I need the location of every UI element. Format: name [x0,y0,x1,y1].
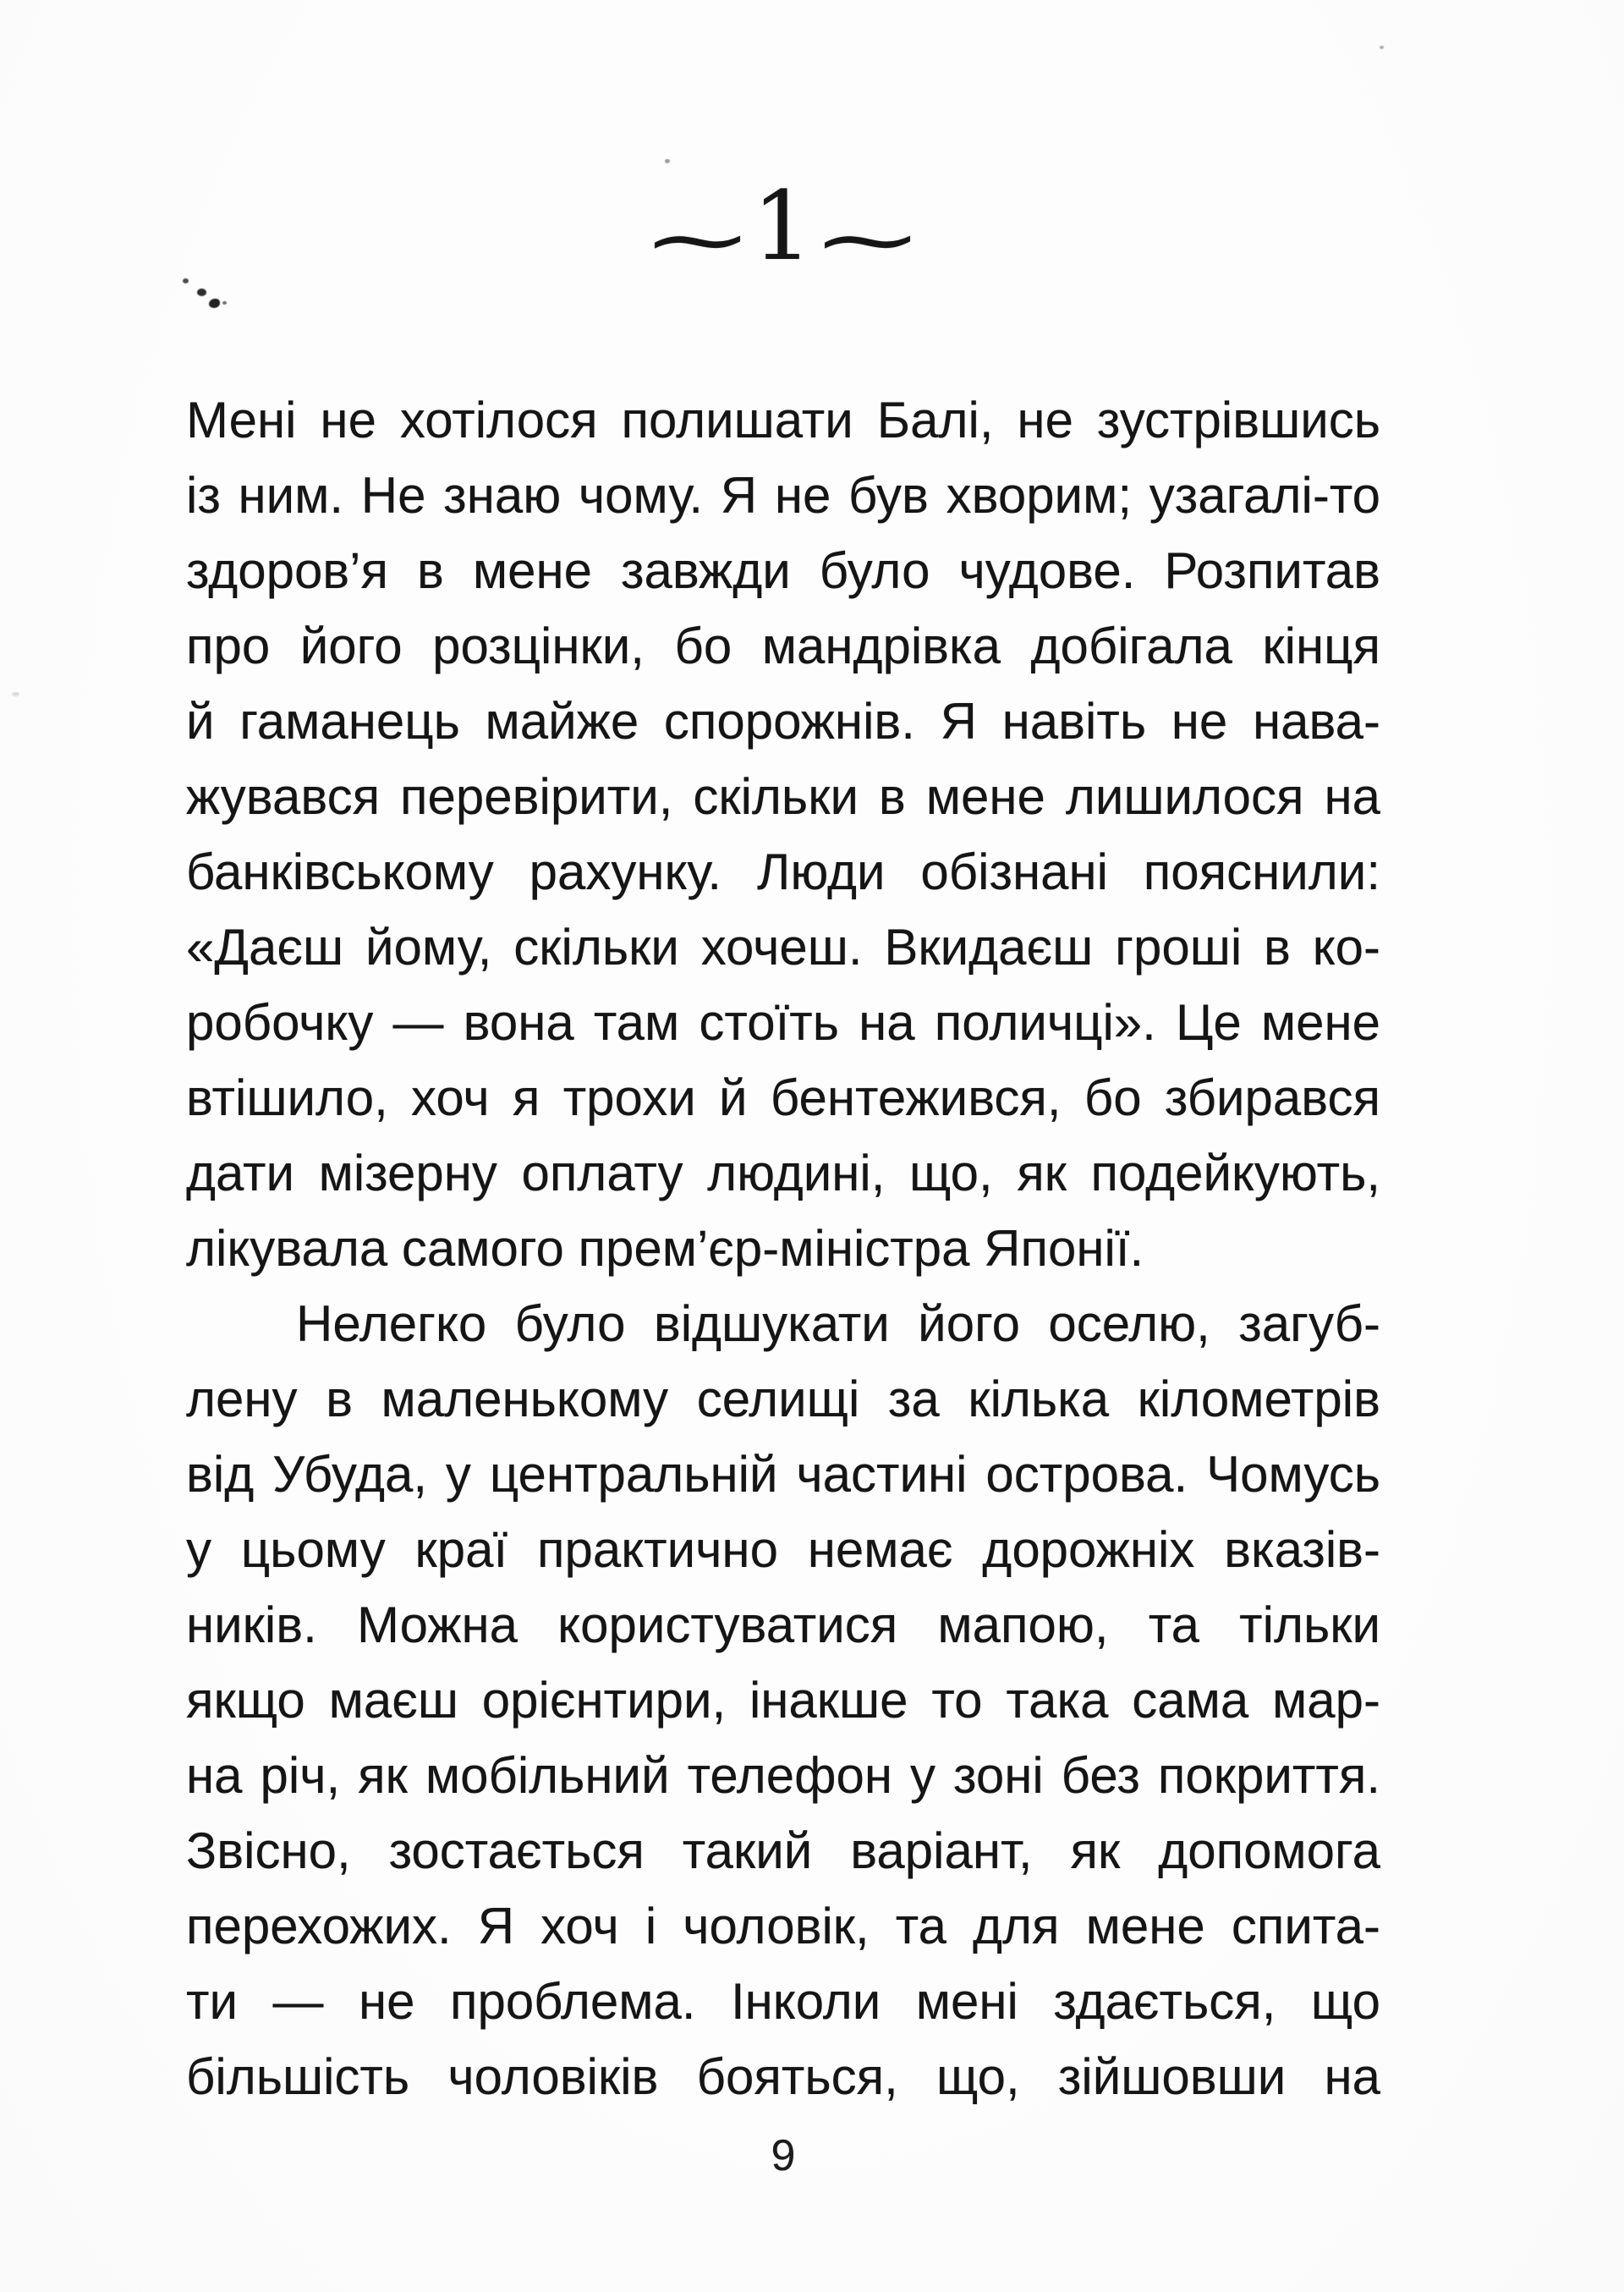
text-line: про його розцінки, бо мандрівка добігала кінця [186,618,1380,674]
chapter-number: 1 [752,172,813,282]
text-line: «Даєш йому, скільки хочеш. Вкидаєш гроші в ко- [186,919,1380,976]
text-line: робочку — вона там стоїть на поличці». Це мене [186,994,1380,1051]
body-text [186,382,1380,2114]
ink-speck [222,301,227,305]
text-line: здоров’я в мене завжди було чудове. Розпитав [186,542,1380,599]
text-line: перехожих. Я хоч і чоловік, та для мене спита- [186,1898,1380,1954]
text-line: Звісно, зостається такий варіант, як допомога [186,1822,1380,1879]
ink-speck [183,278,189,283]
ink-speck [1380,46,1384,49]
text-line: із ним. Не знаю чому. Я не був хворим; узагалі-то [186,467,1380,524]
page-number: 9 [771,2131,796,2180]
text-line: ників. Можна користуватися мапою, та тільки [186,1597,1380,1653]
ink-speck [12,692,19,696]
heading-left-tilde-ornament: ~ [640,195,755,285]
text-line: жувався перевірити, скільки в мене лишилося на [186,768,1380,825]
text-line: дати мізерну оплату людині, що, як подейкують, [186,1145,1380,1201]
text-line: якщо маєш орієнтири, інакше то така сама мар- [186,1672,1380,1729]
text-line: й гаманець майже спорожнів. Я навіть не нава- [186,693,1380,750]
text-line: втішило, хоч я трохи й бентежився, бо збирався [186,1069,1380,1126]
ink-speck [665,159,670,163]
heading-right-tilde-ornament: ~ [809,195,924,285]
text-line: від Убуда, у центральній частині острова. Чомусь [186,1446,1380,1503]
text-line: більшість чоловіків бояться, що, зійшовши на [186,2048,1380,2105]
text-line: лікувала самого прем’єр-міністра Японії. [186,1220,1144,1277]
text-line: Мені не хотілося полишати Балі, не зустрівшись [186,392,1380,448]
text-line: лену в маленькому селищі за кілька кілометрів [186,1371,1380,1427]
ink-speck [197,289,206,296]
chapter-heading [186,169,1379,288]
text-line: Нелегко було відшукати його оселю, загуб- [296,1295,1380,1352]
text-line: у цьому краї практично немає дорожніх вказів- [186,1521,1380,1578]
text-line: банківському рахунку. Люди обізнані пояснили: [186,844,1380,900]
text-line: ти — не проблема. Інколи мені здається, що [186,1973,1380,2030]
text-line: на річ, як мобільний телефон у зоні без покриття. [186,1747,1380,1804]
ink-speck [209,299,220,308]
